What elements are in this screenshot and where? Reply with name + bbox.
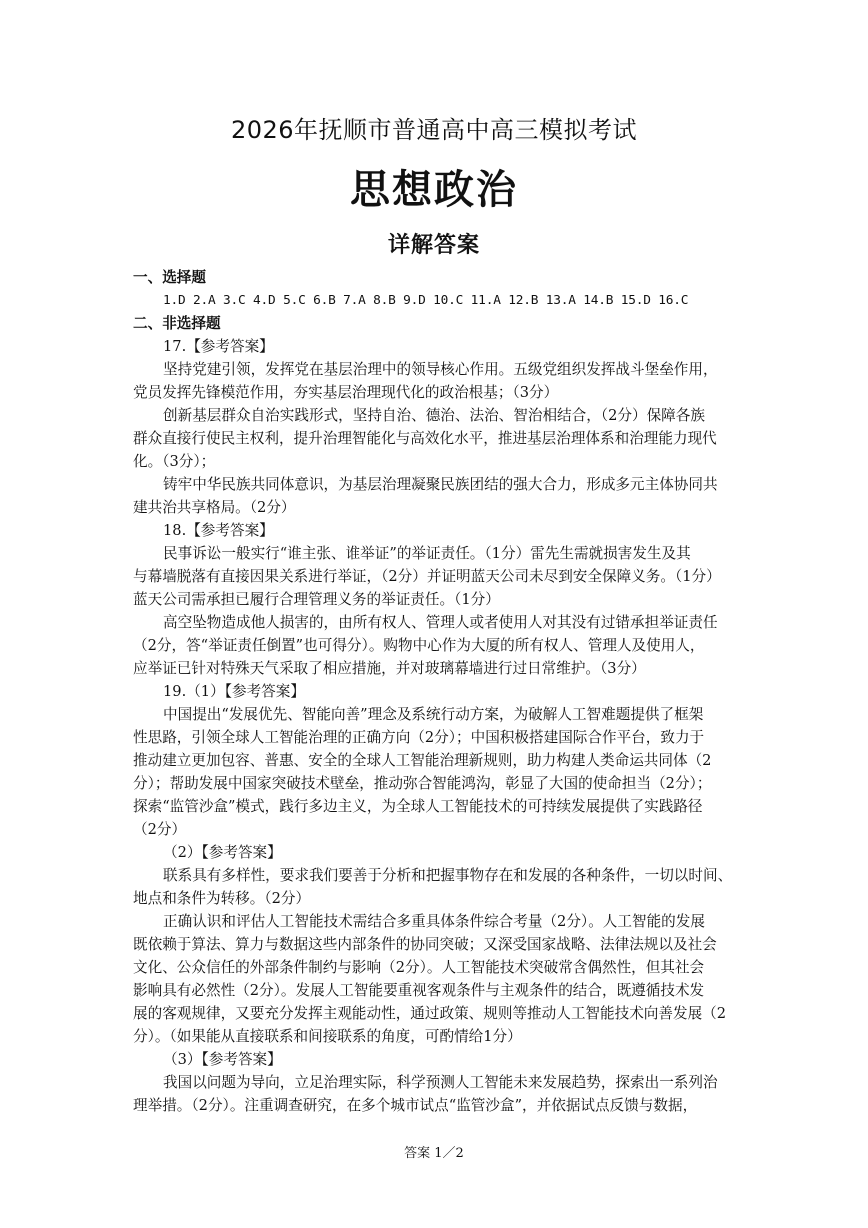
answer-line: 理举措。（2分）。注重调查研究，在多个城市试点“监管沙盒”，并依据试点反馈与数据， <box>133 1097 698 1114</box>
answer-line: 民事诉讼一般实行“谁主张、谁举证”的举证责任。（1分）雷先生需就损害发生及其 <box>163 545 691 562</box>
answer-line: 与幕墙脱落有直接因果关系进行举证，（2分）并证明蓝天公司未尽到安全保障义务。（1分） <box>133 568 721 585</box>
answer-line: 文化、公众信任的外部条件制约与影响（2分）。人工智能技术突破常含偶然性，但其社会 <box>133 959 705 976</box>
question-heading: 17.【参考答案】 <box>163 338 274 355</box>
answer-line: 中国提出“发展优先、智能向善”理念及系统行动方案，为破解人工智难题提供了框架 <box>163 706 704 723</box>
page-number: 答案 1／2 <box>404 1146 464 1161</box>
multiple-choice-answers: 1.D 2.A 3.C 4.D 5.C 6.B 7.A 8.B 9.D 10.C 11.A 12.B 13.A 14.B 15.D 16.C <box>163 293 689 308</box>
answer-line: 既依赖于算法、算力与数据这些内部条件的协同突破；又深受国家战略、法律法规以及社会 <box>133 936 717 953</box>
question-heading: 18.【参考答案】 <box>163 522 274 539</box>
answer-line: 应举证已针对特殊天气采取了相应措施，并对玻璃幕墙进行过日常维护。（3分） <box>133 660 646 677</box>
answer-line: 展的客观规律，又要充分发挥主观能动性，通过政策、规则等推动人工智能技术向善发展（2 <box>133 1005 727 1022</box>
answer-line: 正确认识和评估人工智能技术需结合多重具体条件综合考量（2分）。人工智能的发展 <box>163 913 705 930</box>
answer-line: 影响具有必然性（2分）。发展人工智能要重视客观条件与主观条件的结合，既遵循技术发 <box>133 982 705 999</box>
question-heading: （3）【参考答案】 <box>163 1051 282 1068</box>
answer-line: 探索“监管沙盒”模式，践行多边主义，为全球人工智能技术的可持续发展提供了实践路径 <box>133 798 703 815</box>
answer-line: 坚持党建引领，发挥党在基层治理中的领导核心作用。五级党组织发挥战斗堡垒作用， <box>163 361 718 378</box>
answer-line: 地点和条件为转移。（2分） <box>133 890 311 907</box>
answer-line: 高空坠物造成他人损害的，由所有权人、管理人或者使用人对其没有过错承担举证责任 <box>163 614 718 631</box>
answer-title: 详解答案 <box>387 233 480 258</box>
answer-line: 联系具有多样性，要求我们要善于分析和把握事物存在和发展的各种条件，一切以时间、 <box>163 867 733 884</box>
section-heading: 一、选择题 <box>133 269 206 286</box>
answer-line: 党员发挥先锋模范作用，夯实基层治理现代化的政治根基；（3分） <box>133 384 559 401</box>
answer-line: （2分） <box>133 821 187 838</box>
answer-line: 推动建立更加包容、普惠、安全的全球人工智能治理新规则，助力构建人类命运共同体（2 <box>133 752 712 769</box>
answer-line: 分）。（如果能从直接联系和间接联系的角度，可酌情给1分） <box>133 1028 522 1045</box>
answer-line: 性思路，引领全球人工智能治理的正确方向（2分）；中国积极搭建国际合作平台，致力于 <box>133 729 705 746</box>
question-heading: 19.（1）【参考答案】 <box>163 683 305 700</box>
answer-line: （2分，答“举证责任倒置”也可得分）。购物中心作为大厦的所有权人、管理人及使用人， <box>133 637 705 654</box>
section-heading: 二、非选择题 <box>133 315 221 332</box>
exam-title: 2026年抚顺市普通高中高三模拟考试 <box>230 116 638 144</box>
subject-title: 思想政治 <box>350 167 518 213</box>
answer-line: 铸牢中华民族共同体意识，为基层治理凝聚民族团结的强大合力，形成多元主体协同共 <box>163 476 718 493</box>
answer-line: 建共治共享格局。（2分） <box>133 499 296 516</box>
answer-line: 分）；帮助发展中国家突破技术壁垒，推动弥合智能鸿沟，彰显了大国的使命担当（2分）； <box>133 775 712 792</box>
answer-line: 化。（3分）； <box>133 453 216 470</box>
answer-line: 创新基层群众自治实践形式，坚持自治、德治、法治、智治相结合，（2分）保障各族 <box>163 407 705 424</box>
answer-line: 蓝天公司需承担已履行合理管理义务的举证责任。（1分） <box>133 591 500 608</box>
answer-line: 我国以问题为导向，立足治理实际，科学预测人工智能未来发展趋势，探索出一系列治 <box>163 1074 718 1091</box>
answer-line: 群众直接行使民主权利，提升治理智能化与高效化水平，推进基层治理体系和治理能力现代 <box>133 430 717 447</box>
question-heading: （2）【参考答案】 <box>163 844 282 861</box>
